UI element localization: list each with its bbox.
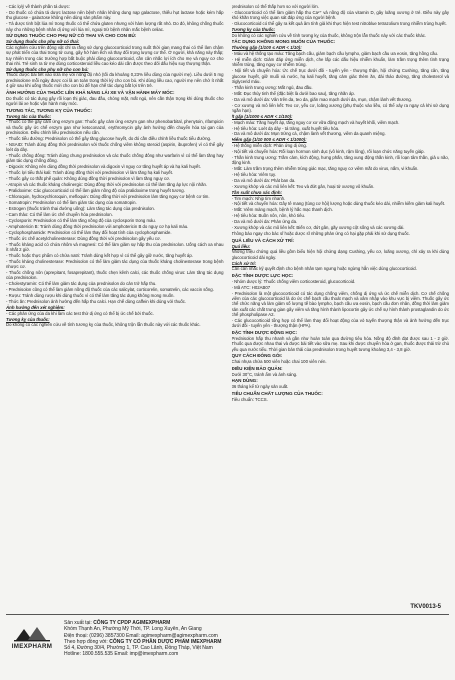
section-heading: SỬ DỤNG THUỐC CHO PHỤ NỮ CÓ THAI VÀ CHO CON BÚ: xyxy=(6,33,137,39)
bullet-paragraph: - Thuốc hoặc thực phẩm có chứa natri: Tránh dùng kết hợp vì có thể gây giữ nước, tăng huyết áp. xyxy=(6,253,224,258)
section-subheading: Sử dụng thuốc cho phụ nữ có thai: xyxy=(6,39,80,45)
paragraph: Cần cân nhắc kỹ quyết định cho bệnh nhân tạm ngưng hoặc ngừng hẳn việc dùng glucocorticoid. xyxy=(231,266,417,272)
bullet-paragraph: - Pralidoxime: Các glucocorticoid có thể làm giảm nồng độ của pralidoxime trong huyết tương. xyxy=(6,188,224,193)
bullet-paragraph: - Nội tiết và chuyển hóa: Ức chế trục dưới đồi - tuyến yên - thượng thận, hội chứng Cushing, tăng cân, tăng glucose huyết, giữ muối và nước, hạ kali huyết, tăng cảm giác thèm ăn, đái tháo đường, tăng cholesterol và triglycerid máu. xyxy=(232,68,450,84)
bullet-paragraph: - Máu và hệ thống tạo máu: Tăng bạch cầu, giảm bạch cầu lympho, giảm bạch cầu ưa eosin, tăng hồng cầu. xyxy=(232,51,450,56)
bullet-paragraph: - Các phản ứng của da khi làm các test thử dị ứng có thể bị ức chế bởi thuốc. xyxy=(6,311,224,316)
bullet-paragraph: - Glucocorticoid có thể làm giảm hấp thu Ca²⁺ và nồng độ của vitamin D, gây loãng xương ở trẻ. Điều này gây khó khăn trong việc quan sát đáp ứng của người bệnh. xyxy=(232,10,450,21)
bullet-paragraph: - NSAID: Tránh dùng đồng thời prednisolon với thuốc chống viêm không steroid (aspirin, ibuprofen) vì có thể gây loét dạ dày. xyxy=(6,142,224,153)
paragraph: Do không có các nghiên cứu về tính tương kỵ của thuốc, không trộn lẫn thuốc này với các thuốc khác. xyxy=(231,32,427,38)
section-subheading: Thường gặp (1/100 ≤ ADR < 1/10): xyxy=(231,45,302,51)
bullet-paragraph: - Nội tiết và chuyển hóa: Rối loạn hormon sinh dục (vô kinh, rậm lông), rối loạn chức năng tuyến giáp. xyxy=(232,149,450,154)
section-heading: TÁC DỤNG KHÔNG MONG MUỐN CỦA THUỐC: xyxy=(231,39,336,45)
section-subheading: Quá liều: xyxy=(231,243,251,249)
section-subheading: Tương kỵ của thuốc: xyxy=(6,316,50,322)
bullet-paragraph: - Thần kinh trung ương: Trầm cảm, kích động, hưng phấn, tăng xung động thần kinh, rối loạn tâm thần, giả u não, động kinh. xyxy=(232,155,450,166)
section-subheading: Tương kỵ của thuốc: xyxy=(231,27,276,33)
bullet-paragraph: - Thuốc tiểu đường: Prednisolon có thể gây tăng glucose huyết, do đó cần điều chỉnh liều thuốc tiểu đường. xyxy=(6,136,224,141)
bullet-paragraph: - Thuốc kháng acid có chứa nhôm và magnesi: Có thể làm giảm sự hấp thu của prednisolon. Uống cách xa nhau ít nhất 2 giờ. xyxy=(6,242,224,253)
paragraph: Dưới 30°C, tránh ẩm và ánh sáng. xyxy=(231,371,298,377)
bullet-paragraph: - Thuốc ức chế acetylcholinesterase: Dùng đồng thời với prednisolon gây yếu cơ. xyxy=(6,236,224,241)
section-heading: TƯƠNG TÁC, TƯƠNG KỴ CỦA THUỐC: xyxy=(6,107,92,113)
bullet-paragraph: - Da và mô dưới da: Phát ban da. xyxy=(232,178,450,183)
paragraph: Do thuốc có tác dụng gây rối loạn thị giác, đau đầu, chóng mặt, mất ngủ, nên cần thận trọng khi dùng thuốc cho người lái xe hoặc vận hành máy móc. xyxy=(6,95,224,106)
section-subheading: Cách xử trí: xyxy=(231,260,257,266)
bullet-paragraph: - Da và mô dưới da: Vân trên da, teo da, giãn mao mạch dưới da, mụn, chậm lành vết thương. xyxy=(232,97,450,102)
footer-divider xyxy=(6,614,449,615)
bullet-paragraph: - Do thuốc có chứa tá dược lactose nên bệnh nhân không dung nạp galactose, thiếu hụt lactase hoặc kém hấp thu glucose - galactose không nên dùng sản phẩm này. xyxy=(6,10,224,21)
contract-company-address: Số 4, Đường 30/4, Phường 1, TP. Cao Lãnh, Đồng Tháp, Việt Nam xyxy=(64,645,213,652)
manufacturer-label: Sản xuất tại: xyxy=(64,620,94,626)
manufacturer-contact: Điện thoại: (0296) 3857300 Email: agimexpharm@agimexpharm.com xyxy=(64,632,218,639)
manufacturer-address: Khóm Thạnh An, Phường Mỹ Thới, TP. Long Xuyên, An Giang xyxy=(64,626,202,633)
paragraph: prednisolon có thể thấp hơn so với người lớn. xyxy=(231,4,319,9)
bullet-paragraph: - Cơ xương và mô liên kết: Teo cơ, yếu cơ, loãng xương (phụ thuộc vào liều, có thể xảy ra ngay cả khi sử dụng ngắn hạn). xyxy=(232,103,450,114)
bullet-paragraph: - Prednisolon cũng có thể làm giảm nồng độ thuốc của các salicylat, corticorelin, somatrelin, các vaccin sống. xyxy=(6,287,224,292)
bullet-paragraph: - Xương khớp và các mô liên kết: Teo và đứt gân, hoại tử xương vô khuẩn. xyxy=(232,184,450,189)
bullet-paragraph: - Cyclosporin: Prednisolon có thể làm tăng nồng độ của cyclosporin trong máu. xyxy=(6,218,224,223)
section-subheading: Hiếm gặp (1/10 000 ≤ ADR < 1/1000): xyxy=(231,137,307,143)
bullet-paragraph: - Các lọ/ỷ về thành phần tá dược: xyxy=(6,4,224,9)
section-heading: QUY CÁCH ĐÓNG GÓI: xyxy=(231,353,283,359)
bullet-paragraph: - Glucocorticoid có thể gây ra kết quả âm tính giả khi thực hiện test nitroblue tetrazolium trong nhiễm trùng huyết. xyxy=(232,21,450,26)
bullet-paragraph: - Chloroquin, hydroxychloroquin, mefloquin: Dùng đồng thời với prednisolon làm tăng nguy cơ bệnh cơ tim. xyxy=(6,194,224,199)
bullet-paragraph: - Da và mô dưới da: Phản ứng da. xyxy=(232,219,450,224)
section-subheading: Sử dụng thuốc cho phụ nữ cho con bú: xyxy=(6,66,89,72)
bullet-paragraph: - Tim mạch: Nhịp tim nhanh. xyxy=(232,196,450,201)
bullet-paragraph: - Các glucocorticoid tổng hợp có thể làm thay đổi hoạt động của vỏ tuyến thượng thận và ảnh hưởng đến trục dưới đồi - tuyến yên - thượng thận (HPA). xyxy=(232,318,450,329)
right-column xyxy=(232,4,450,602)
bullet-paragraph: - Cam thảo: Có thể làm ức chế chuyển hóa prednisolon. xyxy=(6,212,224,217)
bullet-paragraph: - Nhóm dược lý: Thuốc chống viêm corticosteroid, glucocorticoid. xyxy=(232,279,450,284)
bullet-paragraph: - Mắt: Viêm màng mạch, bệnh lý hắc mạc thanh dịch. xyxy=(232,207,450,212)
bullet-paragraph: - Digoxin: Không nên dùng đồng thời prednisolon và digoxin vì nguy cơ tăng huyết áp và hạ kali huyết. xyxy=(6,164,224,169)
bullet-paragraph: - Mắt: Đục thủy tinh thể (đặc biệt là dưới bao sau), tăng nhãn áp. xyxy=(232,91,450,96)
section-subheading: Ảnh hưởng đến xét nghiệm: xyxy=(6,305,65,311)
paragraph: Thông báo ngay cho bác sĩ hoặc dược sĩ những phản ứng có hại gặp phải khi sử dụng thuốc. xyxy=(231,231,410,237)
bullet-paragraph: - Thần kinh trung ương: Mất ngủ, đau đầu. xyxy=(232,85,450,90)
logo-text: IMEXPHARM xyxy=(11,643,53,650)
section-heading: ĐIỀU KIỆN BẢO QUẢN: xyxy=(231,365,283,371)
paragraph: 36 tháng kể từ ngày sản xuất. xyxy=(231,384,289,390)
section-subheading: Ít gặp (1/1000 ≤ ADR < 1/100): xyxy=(231,114,293,119)
bullet-paragraph: - Thức ăn: Prednisolon ảnh hưởng đến hấp thu calci. Hạn chế dùng caffein khi dùng với thuốc. xyxy=(6,299,224,304)
section-subheading: Tần suất chưa xác định: xyxy=(231,189,282,195)
bullet-paragraph: - Hệ miễn dịch: Giảm đáp ứng miễn dịch, che lấp các dấu hiệu nhiễm khuẩn, làm trầm trọng thêm tình trạng nhiễm trùng, tăng nguy cơ nhiễm trùng. xyxy=(232,57,450,68)
bullet-paragraph: - Prednisolon là một glucocorticoid có tác dụng chống viêm, chống dị ứng và ức chế miễn dịch. Cơ chế chống viêm của các glucocorticoid là do ức chế bạch cầu thoát mạch và xâm nhập vào khu vực bị viêm. Thuốc gây ức chế chức năng và làm giảm số lượng tế bào lympho, bạch cầu ưa eosin, bạch cầu đơn nhân, đồng thời làm giảm sản xuất các chất trung gian gây viêm và tăng hình thành lipocortin gây ức chế sự hình thành prostaglandin do ức chế phospholipase A2. xyxy=(232,291,450,318)
section-heading: ĐẶC TÍNH DƯỢC LỰC HỌC: xyxy=(231,272,294,278)
paragraph: Tiêu chuẩn: TCCS. xyxy=(231,396,268,402)
bullet-paragraph: - Hệ tiêu hóa: Buồn nôn, nôn, khó tiêu. xyxy=(232,213,450,218)
section-heading: ĐẶC TÍNH DƯỢC ĐỘNG HỌC: xyxy=(231,329,298,335)
bullet-paragraph: - Amphotericin B: Tránh dùng đồng thời prednisolon với amphotericin B do nguy cơ hạ kali máu. xyxy=(6,224,224,229)
bullet-paragraph: - Hệ tiêu hóa: Loét dạ dày - tá tràng, xuất huyết tiêu hóa. xyxy=(232,126,450,131)
paragraph: Thuốc được bài tiết vào sữa mẹ với nồng độ nhỏ (tối đa khoảng 0,23% liều dùng của người mẹ). Liều dưới 5 mg prednisolone mỗi ngày được coi là an toàn trong thời kỳ cho con bú. Khi dùng liều cao, người mẹ nên chờ ít nhất 4 giờ sau khi uống thuốc mới cho con bú để hạn chế tác dụng bất lợi trên trẻ. xyxy=(6,72,224,89)
bullet-paragraph: - Thuốc chống đông: Tránh dùng chung prednisolon và các thuốc chống đông như warfarin vì có thể làm tăng hay giảm tác dụng chống đông. xyxy=(6,153,224,164)
bullet-paragraph: - Hệ thống miễn dịch: Phản ứng dị ứng. xyxy=(232,143,450,148)
bullet-paragraph: - Mạch máu: Tăng huyết áp, tăng nguy cơ xơ vữa động mạch và huyết khối, viêm mạch. xyxy=(232,120,450,125)
leaflet-body xyxy=(6,4,449,602)
manufacturer-name: CÔNG TY CPDP AGIMEXPHARM xyxy=(93,620,171,626)
paragraph: Các nghiên cứu trên động vật chỉ ra rằng sử dụng glucocorticoid trong suốt thời gian mang thai có thể làm chậm sự phát triển của thai trong tử cung, gây hở hàm ếch và thay đổi trọng lượng cơ thể. Ở người, khả năng này thấp; tuy nhiên trong các trường hợp bắt buộc phải dùng glucocorticoid, cần cân nhắc lợi ích cho mẹ và nguy cơ cho thai nhi. Trẻ sinh ra từ mẹ dùng corticosteroid liều cao kéo dài cần được theo dõi dấu hiệu suy thượng thận. xyxy=(6,44,224,66)
section-heading: QUÁ LIỀU VÀ CÁCH XỬ TRÍ: xyxy=(231,237,295,243)
document-code: TKV0013-5 xyxy=(410,604,441,610)
manufacturer-info xyxy=(64,620,444,658)
bullet-paragraph: - Cholestyramin: Có thể làm giảm tác dụng của prednisolon do cản trở hấp thu. xyxy=(6,281,224,286)
bullet-paragraph: - Xương khớp và các mô liên kết: Biến cơ, đứt gân, gãy xương cột sống và các xương dài. xyxy=(232,225,450,230)
bullet-paragraph: - Mã ATC: H02AB07 xyxy=(232,285,450,290)
bullet-paragraph: - Thuốc gây co thắt phế quản: Không dùng đồng thời prednisolon vì làm tăng nguy cơ. xyxy=(6,176,224,181)
bullet-paragraph: - Thuốc lợi tiểu thải kali: Tránh dùng đồng thời với prednisolon vì làm tăng hạ kali huyết. xyxy=(6,170,224,175)
paragraph: Những triệu chứng quá liều gồm biểu hiện hội chứng dạng Cushing, yếu cơ, loãng xương, chỉ xảy ra khi dùng glucocorticoid dài ngày. xyxy=(231,249,449,260)
section-heading: HẠN DÙNG: xyxy=(231,378,258,384)
contract-company-contact: Hotline: 1800.555.535 Email: imp@imexpharm.com xyxy=(64,651,179,658)
bullet-paragraph: - Somatropin: Prednisolon có thể làm giảm tác dụng của somatropin. xyxy=(6,200,224,205)
paragraph: Prednisolon hấp thu nhanh và gần như hoàn toàn qua đường tiêu hóa. Nồng độ đỉnh đạt được sau 1 - 2 giờ. Thuốc qua được nhau thai và được bài tiết vào sữa mẹ. Sau khi được chuyển hóa ở gan, thuốc được thải trừ chủ yếu qua nước tiểu. Thời gian bán thải của prednisolon trong huyết tương khoảng 3,4 - 3,8 giờ. xyxy=(231,335,449,352)
paragraph: Do không có các nghiên cứu về tính tương kỵ của thuốc, không trộn lẫn thuốc này với các thuốc khác. xyxy=(6,322,201,328)
bullet-paragraph: - Hệ tiêu hóa: Viêm tụy. xyxy=(232,172,450,177)
section-heading: ẢNH HƯỞNG CỦA THUỐC LÊN KHẢ NĂNG LÁI XE VÀ VẬN HÀNH MÁY MÓC: xyxy=(6,89,175,95)
bullet-paragraph: - Thuốc kháng cholinesterase: Prednisolon có thể làm giảm tác dụng của thuốc kháng cholinesterase trong bệnh nhược cơ. xyxy=(6,259,224,270)
bullet-paragraph: - Mắt: Làm trầm trọng thêm nhiễm trùng giác mạc, tăng nguy cơ viêm mắt do virus, nấm, vi khuẩn. xyxy=(232,166,450,171)
bullet-paragraph: - Nội tiết và chuyển hóa: Gây tê mang (tùng cơ hội) lượng hoặc dùng thuốc kéo dài, nhiễm kiềm giảm kali huyết. xyxy=(232,201,450,206)
bullet-paragraph: - Thuốc chống nôn (aprepitant, fosaprepitant), thuốc chẹn kênh calci, các thuốc chống virus: Làm tăng tác dụng của prednisolon. xyxy=(6,270,224,281)
bullet-paragraph: - Rượu: Tránh dùng rượu khi dùng thuốc vì có thể làm tăng tác dụng không mong muốn. xyxy=(6,293,224,298)
bullet-paragraph: - Thuốc có thể gây cảm ứng enzym gan: Thuốc gây cảm ứng enzym gan như phenobarbital, phenytoin, rifampicin và thuốc gây ức chế enzym gan như ketoconazol, erythromycin gây ảnh hưởng đến chuyển hóa tại gan của prednisolon. Điều chỉnh liều prednisolon nếu cần. xyxy=(6,119,224,135)
bullet-paragraph: - Tá dược tinh bột lúa mì trong thuốc có thể chứa gluten nhưng với hàm lượng rất nhỏ. Do đó, không chống thuốc này cho những bệnh nhân dị ứng với lúa mì, ngoại trừ bệnh nhân mắc bệnh celiac. xyxy=(6,21,224,32)
bullet-paragraph: - Da và mô dưới da: Mụn trứng cá, chậm lành vết thương, viêm da quanh miệng. xyxy=(232,131,450,136)
company-logo xyxy=(8,626,56,650)
left-column xyxy=(6,4,224,602)
bullet-paragraph: - Atropin và các thuốc kháng cholinergic: Dùng đồng thời với prednisolon có thể làm tăng áp lực nội nhãn. xyxy=(6,182,224,187)
contract-label: Theo hợp đồng với: xyxy=(64,638,110,645)
contract-company-name: CÔNG TY CỔ PHẦN DƯỢC PHẨM IMEXPHARM xyxy=(109,638,222,645)
bullet-paragraph: - Cyclophosphamide: Prednisolon có thể làm thay đổi hoạt tính của cyclophosphamide. xyxy=(6,230,224,235)
imexpharm-logo-icon xyxy=(12,626,52,642)
section-heading: TIÊU CHUẨN CHẤT LƯỢNG CỦA THUỐC: xyxy=(231,390,323,396)
bullet-paragraph: - Estrogen (thuốc tránh thai đường uống): Làm tăng tác dụng của prednisolon. xyxy=(6,206,224,211)
paragraph: Chai nhựa chứa 500 viên hoặc chai 100 viên nén. xyxy=(231,359,327,365)
section-subheading: Tương tác của thuốc: xyxy=(6,113,52,119)
